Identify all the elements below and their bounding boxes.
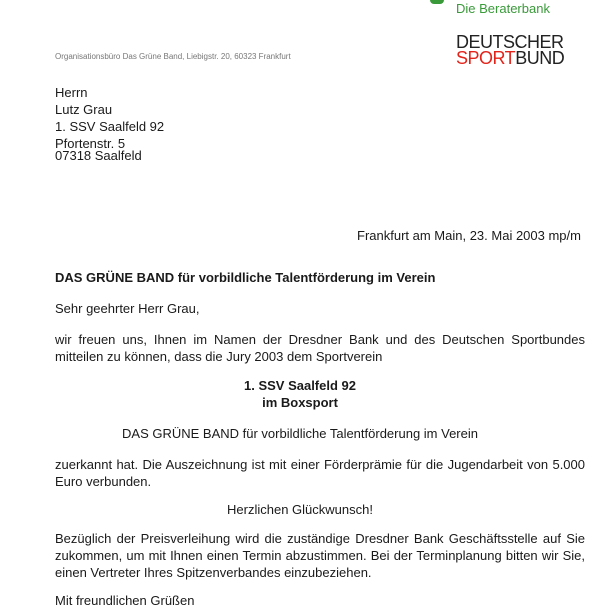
- recipient-club: 1. SSV Saalfeld 92: [55, 119, 165, 134]
- paragraph-2: zuerkannt hat. Die Auszeichnung ist mit einer Förderprämie für die Jugendarbeit von 5.000 Euro verbunden.: [55, 457, 585, 489]
- date-line: Frankfurt am Main, 23. Mai 2003 mp/m: [357, 228, 581, 243]
- dsb-logo-bund: BUND: [515, 48, 565, 68]
- dsb-logo: [456, 34, 564, 66]
- award-club: 1. SSV Saalfeld 92: [243, 378, 356, 393]
- bank-logo-mark: [430, 0, 444, 4]
- award-band: DAS GRÜNE BAND für vorbildliche Talentförderung im Verein: [122, 426, 478, 441]
- recipient-salutation: Herrn: [55, 85, 88, 100]
- recipient-street: Pfortenstr. 5: [55, 136, 126, 151]
- recipient-address: [55, 84, 164, 152]
- dsb-logo-line1: DEUTSCHER: [456, 32, 564, 52]
- recipient-city: 07318 Saalfeld: [55, 148, 142, 163]
- closing: Mit freundlichen Grüßen: [55, 593, 195, 608]
- paragraph-3: Bezüglich der Preisverleihung wird die zuständige Dresdner Bank Geschäftsstelle auf Sie zukommen, um mit Ihnen einen Termin abzustimmen. Bei der Terminplanung bitten wir Sie, einen Vertreter Ihres Spitzenverbandes einzubeziehen.: [55, 531, 585, 580]
- recipient-name: Lutz Grau: [55, 102, 113, 117]
- award-sport: im Boxsport: [262, 395, 338, 410]
- subject-line: DAS GRÜNE BAND für vorbildliche Talentförderung im Verein: [55, 270, 436, 285]
- sender-line: Organisationsbüro Das Grüne Band, Liebigstr. 20, 60323 Frankfurt: [55, 52, 291, 61]
- dsb-logo-sport: SPORT: [456, 48, 516, 68]
- congratulations: Herzlichen Glückwunsch!: [227, 502, 373, 517]
- dsb-logo-line2: [456, 50, 564, 66]
- greeting: Sehr geehrter Herr Grau,: [55, 301, 200, 316]
- bank-slogan: Die Beraterbank: [456, 1, 550, 16]
- paragraph-1: wir freuen uns, Ihnen im Namen der Dresdner Bank und des Deutschen Sportbundes mitteilen zu können, dass die Jury 2003 dem Sportverein: [55, 332, 585, 364]
